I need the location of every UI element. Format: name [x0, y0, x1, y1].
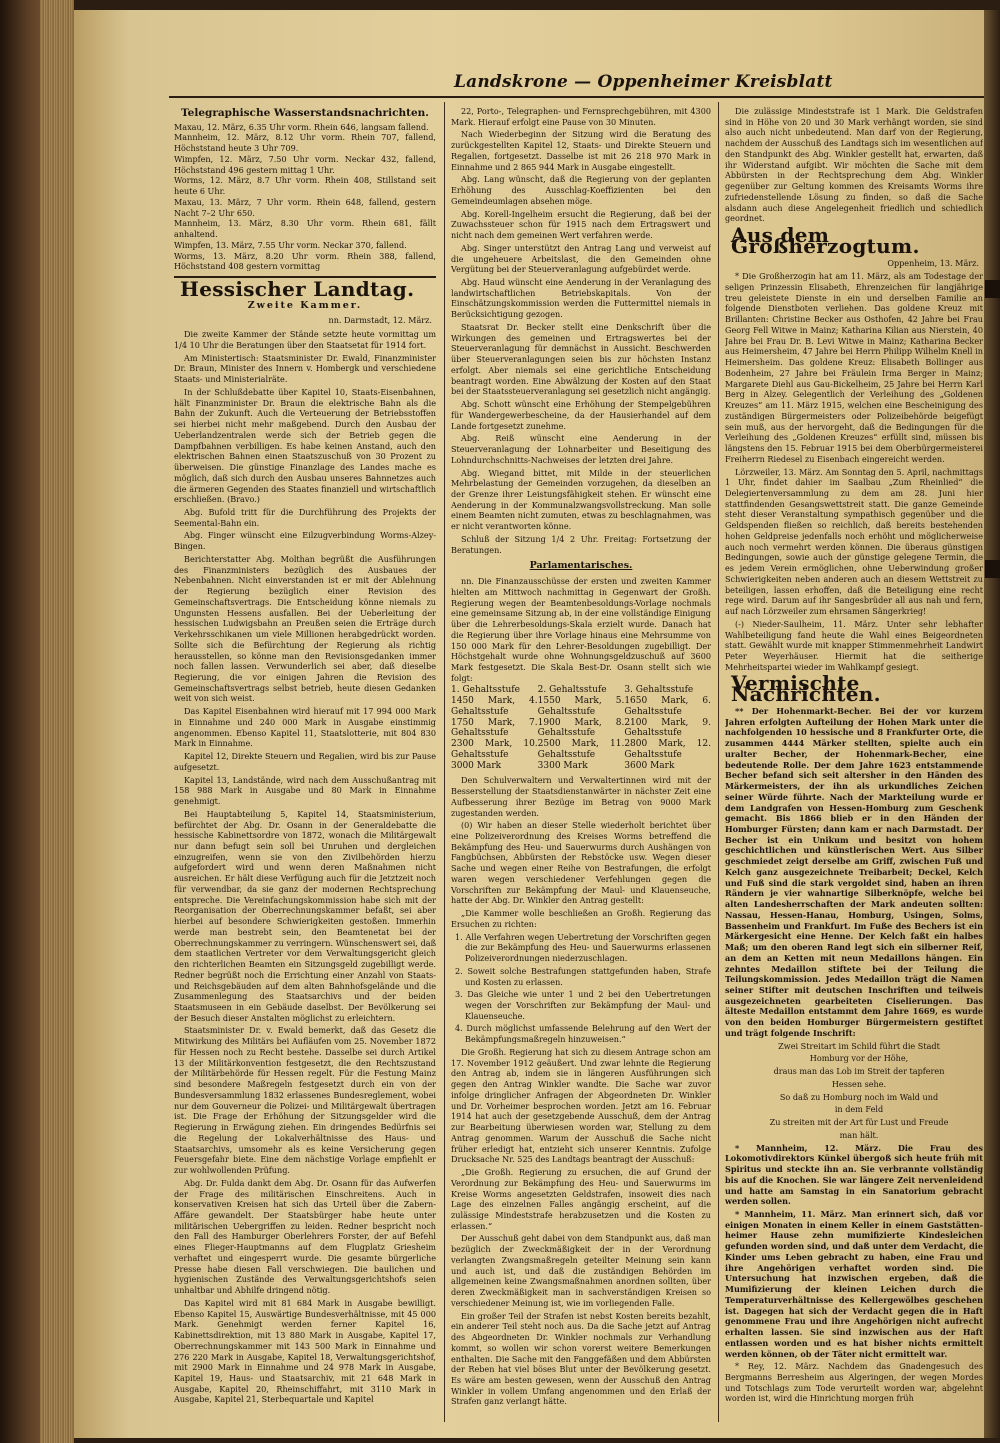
article-paragraph: Die zulässige Mindeststrafe ist 1 Mark. Die Geldstrafen sind in Höhe von 20 und 30 Mark verhängt worden, sie sind also auch nicht unbedeutend. Man darf von der Regierung, nachdem der Ausschuß des Landtags sich im wesentlichen auf den Standpunkt des Abg. Winkler gestellt hat, erwarten, daß ihr Widerstand aufgibt. Wir möchten die Sache mit dem Abbürsten in der Rechtsprechung dem Abg. Winkler gegenüber zur Geltung kommen des Kreisamts Worms ihre zufriedenstellende Lösung zu finden, so daß die Sache alsdann auch diese Angelegenheit friedlich und schiedlich geordnet.: [725, 106, 983, 224]
landtag-dateline: nn. Darmstadt, 12. März.: [328, 315, 432, 326]
article-paragraph: Lörzweiler, 13. März. Am Sonntag den 5. April, nachmittags 1 Uhr, findet dahier im Saalbau „Zum Rheinlied“ die Delegiertenversammlung zu dem am 28. Juni hier stattfindenden Gesangswettstreit statt. Die ganze Gemeinde steht dieser Veranstaltung sympathisch gegenüber und die Geldspenden fließen so reichlich, daß bereits bestehenden hohen Geldpreise jedenfalls noch erhöht und möglicherweise auch noch vermehrt werden können. Die überaus günstigen Bedingungen, sowie auch der günstige gelegene Termin, die es jedem Verein ermöglichen, ohne Ueberwindung großer Schwierigkeiten neben anderen auch an diesem Wettstreit zu beteiligen, lassen erhoffen, daß die Beteiligung eine recht rege wird. Darum auf ihr Sangesbrüder all aus nah und fern, auf nach Lörzweiler zum ehrsamen Sängerkrieg!: [725, 466, 983, 617]
article-paragraph: Den Schulverwaltern und Verwaltertinnen wird mit der Besserstellung der Staatsdienstanwärter in nächster Zeit eine Aufbesserung ihrer Bezüge im Betrag von 9000 Mark zugestanden werden.: [451, 775, 711, 818]
parlamentarisches-title: Parlamentarisches.: [529, 560, 633, 572]
salary-cell: 2500 Mark, 11. Gehaltsstufe: [537, 739, 625, 760]
article-paragraph: Abg. Reiß wünscht eine Aenderung in der Steuerveranlagung der Lohnarbeiter und Beseitigung des Lohndurchschnitts-Nachweises der letzten drei Jahre.: [451, 433, 711, 465]
article-paragraph: Ein großer Teil der Strafen ist nebst Kosten bereits bezahlt, ein anderer Teil steht noch aus. Da die Sache jetzt auf Antrag des Abgeordneten Dr. Winkler nochmals zur Verhandlung kommt, so wollen wir schon vorerst weitere Bemerkungen enthalten. Die Sache mit den Fanggefäßen und dem Abbürsten der Reben hat viel böses Blut unter der Bevölkerung gesetzt. Es wäre am besten gewesen, wenn der Ausschuß den Antrag Winkler in vollem Umfang angenommen und den Erlaß der Strafen ganz verlangt hätte.: [451, 1310, 711, 1407]
salary-cell: 1550 Mark, 5. Gehaltsstufe: [537, 696, 625, 717]
article-paragraph: * Mannheim, 11. März. Man erinnert sich, daß vor einigen Monaten in einem Keller in einem Gaststätten-heimer Hause zehn mumifizierte Kindesleichen gefunden worden sind, und daß unter dem Verdacht, die Kinder ums Leben gebracht zu haben, eine Frau und ihre Angehörigen verhaftet worden sind. Die Untersuchung hat inzwischen ergeben, daß die Mumifizierung der kleinen Leichen durch die Temperaturverhältnisse des Kellergewölbes geschehen ist. Dagegen hat sich der Verdacht gegen die in Haft genommene Frau und ihre Angehörigen nicht aufrecht erhalten lassen. Sie sind inzwischen aus der Haft entlassen worden und es hat bisher nichts ermittelt werden können, ob der Täter nicht ermittelt war.: [725, 1208, 983, 1359]
facing-page-mark: [985, 560, 1000, 578]
article-paragraph: Staatsrat Dr. Becker stellt eine Denkschrift über die Wirkungen des gemeinen und Ertragswertes bei der Steuerveranlagung für demnächst in Aussicht. Beschwerden über Steuerveranlagungen seien bis zur höchsten Instanz erfolgt. Aber niemals sei eine gerichtliche Entscheidung beantragt worden. Eine Abwälzung der Kosten auf den Staat bei der Staatssteuerveranlagung sei gesetzlich nicht angängig.: [451, 321, 711, 397]
article-paragraph: Abg. Schott wünscht eine Erhöhung der Stempelgebühren für Wandergewerbescheine, da der Hausierhandel auf dem Lande fortgesetzt zunehme.: [451, 399, 711, 431]
article-paragraph: Das Kapitel wird mit 81 684 Mark in Ausgabe bewilligt. Ebenso Kapitel 15, Auswärtige Bundesverhältnisse, mit 45 000 Mark. Genehmigt werden ferner Kapitel 16, Kabinettsdirektion, mit 13 880 Mark in Ausgabe, Kapitel 17, Oberrechnungskammer mit 143 500 Mark in Einnahme und 276 220 Mark in Ausgabe, Kapitel 18, Verwaltungsgerichtshof, mit 2900 Mark in Einnahme und 24 978 Mark in Ausgabe, Kapitel 19, Haus- und Staatsarchiv, mit 21 648 Mark in Ausgabe, Kapitel 20, Rheinschiffahrt, mit 3110 Mark in Ausgabe, Kapitel 21, Sterbequartale und Kapitel: [174, 1297, 436, 1405]
article-paragraph: Bei Hauptabteilung 5, Kapitel 14, Staatsministerium, befürchtet der Abg. Dr. Osann in der Generaldebatte die hessische Kabinettsordre von 1872, wonach die Militärgewalt nur dann befugt sein soll bei Unruhen und dergleichen einzugreifen, wenn sie von den Zivilbehörden hierzu aufgefordert wird und wenn deren Maßnahmen nicht ausreichen. Er hält diese Verfügung auch für die Jetztzeit noch für verwendbar, da sie ganz der modernen Rechtsprechung entspreche. Die Vereinfachungskommission habe sich mit der Reorganisation der Oberrechnungskammer befaßt, sei aber hierbei auf besondere Schwierigkeiten gestoßen. Immerhin werde man bestrebt sein, den Beamtenetat bei der Oberrechnungskammer zu verringern. Wünschenswert sei, daß dem staatlichen Vertreter vor dem Verwaltungsgericht gleich den richterlichen Beamten ein Sitzungsgeld zugebilligt werde. Redner begrüßt noch die Errichtung einer Anzahl von Staats- und Reichsgebäuden auf dem alten Bahnhofsgelände und die Zusammenlegung des Staatsarchivs und der beiden Staatsmuseen in ein Gebäude daselbst. Der Bevölkerung sei der Besuch dieser Anstalten möglichst zu erleichtern.: [174, 808, 436, 1023]
salary-cell: 2300 Mark, 10. Gehaltsstufe: [451, 739, 538, 760]
water-report: Maxau, 12. März, 6.35 Uhr vorm. Rhein 646, langsam fallend.: [174, 121, 429, 132]
salary-cell: 3300 Mark: [537, 760, 588, 771]
salary-cell: 2100 Mark, 9. Gehaltsstufe: [624, 717, 711, 739]
water-report: Mannheim, 12. März, 8.12 Uhr vorm. Rhein 707, fallend, Höchststand heute 3 Uhr 709.: [174, 132, 436, 154]
article-paragraph: 22, Porto-, Telegraphen- und Fernsprechgebühren, mit 4300 Mark. Hierauf erfolgt eine Pause von 30 Minuten.: [451, 106, 711, 127]
landtag-headline: Hessischer Landtag.: [180, 277, 415, 302]
article-paragraph: Nach Wiederbeginn der Sitzung wird die Beratung des zurückgestellten Kapitel 12, Staats- und Direkte Steuern und Regalien, fortgesetzt. Dasselbe ist mit 26 218 970 Mark in Einnahme und 2 865 944 Mark in Ausgabe eingestellt.: [451, 129, 711, 172]
column-1: [174, 106, 436, 1407]
article-paragraph: Die zweite Kammer der Stände setzte heute vormittag um 1/4 10 Uhr die Beratungen über den Staatsetat für 1914 fort.: [174, 329, 436, 350]
water-report: Worms, 12. März, 8.7 Uhr vorm. Rhein 408, Stillstand seit heute 6 Uhr.: [174, 175, 436, 197]
article-paragraph: Abg. Wiegand bittet, mit Milde in der steuerlichen Mehrbelastung der Gemeinden vorzugehen, da dieselben an der Grenze ihrer Leistungsfähigkeit stehen. Er wünscht eine Aenderung in der Kommunalzwangsvollstreckung. Man solle einem Beamten nicht zumuten, etwas zu beschlagnahmen, was er nicht verantworten könne.: [451, 467, 711, 532]
salary-cell: 1650 Mark, 6. Gehaltsstufe: [624, 696, 711, 717]
salary-cell: 1750 Mark, 7. Gehaltsstufe: [451, 717, 538, 739]
article-paragraph: „Die Großh. Regierung zu ersuchen, die auf Grund der Verordnung zur Bekämpfung des Heu- und Sauerwurms im Kreise Worms angesetzten Geldstrafen, insoweit dies nach Lage des einzelnen Falles angängig erscheint, auf die zulässige Mindeststrafe herabzusetzen und die Kosten zu erlassen.“: [451, 1167, 711, 1231]
water-report: Worms, 13. März, 8.20 Uhr vorm. Rhein 388, fallend, Höchststand 408 gestern vormittag: [174, 250, 436, 272]
article-paragraph: (0) Wir haben an dieser Stelle wiederholt berichtet über eine Polizeiverordnung des Kreises Worms betreffend die Bekämpfung des Heu- und Sauerwurms durch Aushängen von Fangbüchsen, Abbürsten der Rebstöcke usw. Wegen dieser Sache und wegen einer Reihe von Bestrafungen, die erfolgt waren wegen verschiedener Verfehlungen gegen die Vorschriften zur Bekämpfung der Maul- und Klauenseuche, hatte der Abg. Dr. Winkler den Antrag gestellt:: [451, 820, 711, 906]
book-binding: [0, 0, 40, 1443]
facing-page-edge: [984, 10, 1000, 1438]
water-report: Mannheim, 13. März, 8.30 Uhr vorm. Rhein 681, fällt anhaltend.: [174, 218, 436, 240]
masthead: Landskrone — Oppenheimer Kreisblatt: [454, 72, 833, 92]
motion-intro: „Die Kammer wolle beschließen an Großh. Regierung das Ersuchen zu richten:: [451, 908, 711, 929]
salary-cell: 3600 Mark: [624, 760, 675, 771]
verse-line: So daß zu Homburg noch im Wald und: [779, 1091, 939, 1102]
article-paragraph: Kapitel 13, Landstände, wird nach dem Ausschußantrag mit 158 988 Mark in Ausgabe und 80 Mark in Einnahme genehmigt.: [174, 774, 436, 807]
article-paragraph: Die Großh. Regierung hat sich zu diesem Antrage schon am 17. November 1912 geäußert. Und zwar lehnte die Regierung den Antrag ab, indem sie in längeren Ausführungen sich gegen den Antrag Winkler wandte. Die Sache war zuvor infolge dringlicher Anfragen der Abgeordneten Dr. Winkler und Dr. Vorheimer besprochen worden. Jetzt am 16. Februar 1914 hat auch der gesetzgebende Ausschuß, dem der Antrag zur Bearbeitung überwiesen worden war, Stellung zu dem Antrag genommen. Warum der Ausschuß die Sache nicht früher erledigt hat, entzieht sich unserer Kenntnis. Zufolge Drucksache Nr. 525 des Landtags beantragt der Ausschuß:: [451, 1046, 711, 1165]
page-edges: [40, 0, 74, 1443]
masthead-rule: [169, 96, 985, 98]
article-paragraph: (-) Nieder-Saulheim, 11. März. Unter sehr lebhafter Wahlbeteiligung fand heute die Wahl eines Beigeordneten statt. Gewählt wurde mit knapper Stimmenmehrheit Landwirt Peter Weyerhäuser. Hiermit hat die seitherige Mehrheitspartei wieder im Wahlkampf gesiegt.: [725, 618, 983, 672]
motion-item: 3. Das Gleiche wie unter 1 und 2 bei den Uebertretungen wegen der Vorschriften zur Bekämpfung der Maul- und Klauenseuche.: [455, 989, 711, 1021]
verse-line: Zu streiten mit der Art für Lust und Freude: [769, 1117, 949, 1128]
article-paragraph: * Rey, 12. März. Nachdem das Gnadengesuch des Bergmanns Berresheim aus Algeringen, der wegen Mordes und Totschlags zum Tode verurteilt worden war, abgelehnt worden ist, wird die Hinrichtung morgen früh: [725, 1361, 983, 1404]
salary-cell: 3000 Mark: [451, 760, 502, 771]
motion-item: 4. Durch möglichst umfassende Belehrung auf den Wert der Bekämpfungsmaßregeln hinzuweisen.“: [455, 1023, 711, 1045]
article-paragraph: Abg. Bufold tritt für die Durchführung des Projekts der Seemental-Bahn ein.: [174, 506, 436, 528]
verse-line: man hält.: [839, 1129, 879, 1140]
article-paragraph: Der Ausschuß geht dabei von dem Standpunkt aus, daß man bezüglich der Zweckmäßigkeit der in der Verordnung verlangten Zwangsmaßregeln geteilter Meinung sein kann und auch ist, und daß die zuständigen Behörden im allgemeinen keine Zwangsmaßnahmen anordnen sollten, über deren Zweckmäßigkeit man in sachverständigen Kreisen so verschiedener Meinung ist, wie im vorliegenden Falle.: [451, 1233, 711, 1308]
salary-cell: 2. Gehaltsstufe: [537, 685, 607, 696]
water-report: Wimpfen, 13. März, 7.55 Uhr vorm. Neckar 370, fallend.: [174, 239, 407, 250]
article-paragraph: Abg. Dr. Fulda dankt dem Abg. Dr. Osann für das Aufwerfen der Frage des militärischen Einschreitens. Auch in konservativen Kreisen hat sich das Urteil über die Zabern-Affäre gewandelt. Der Staatsbürger habe heute unter militärischen Uebergriffen zu leiden. Redner bespricht noch den Fall des Hamburger Oberlehrers Forster, der auf Befehl eines Flieger-Hauptmanns auf dem Flugplatz Griesheim verhaftet und eingesperrt wurde. Die gesamte bürgerliche Presse habe diesen Fall verschwiegen. Die baulichen und hygienischen Zustände des Verwaltungsgerichtshofs seien unhaltbar und Abhilfe dringend nötig.: [174, 1177, 436, 1296]
grossherzogtum-dateline: Oppenheim, 13. März.: [887, 257, 979, 268]
article-paragraph: Abg. Lang wünscht, daß die Regierung von der geplanten Erhöhung des Ausschlag-Koeffizienten bei den Gemeindeumlagen absehen möge.: [451, 174, 711, 206]
article-paragraph: nn. Die Finanzausschüsse der ersten und zweiten Kammer hielten am Mittwoch nachmittag in Gegenwart der Großh. Regierung wegen der Beamtenbesoldungs-Vorlage nochmals eine gemeinsame Sitzung ab, in der eine vollständige Einigung über die Lehrerbesoldungs-Skala erzielt wurde. Danach hat die Regierung über ihre Vorlage hinaus eine Mehrsumme von 150 000 Mark für den Lehrer-Besoldungen zugebilligt. Der Höchstgehalt wurde ohne Wohnungsgeldzuschuß auf 3600 Mark festgesetzt. Die Skala Best-Dr. Osann stellt sich wie folgt:: [451, 576, 711, 683]
salary-cell: 1. Gehaltsstufe: [451, 685, 520, 696]
water-report: Maxau, 13. März, 7 Uhr vorm. Rhein 648, fallend, gestern Nacht 7–2 Uhr 650.: [174, 196, 436, 218]
article-paragraph: Abg. Singer unterstützt den Antrag Lang und verweist auf die ungeheuere Arbeitslast, die den Gemeinden ohne Vergütung bei der Steuerveranlagung aufgebürdet werde.: [451, 242, 711, 275]
water-levels-title: Telegraphische Wasserstandsnachrichten.: [181, 107, 429, 119]
verse-line: Zwei Streitart im Schild führt die Stadt: [778, 1040, 940, 1051]
motion-item: 1. Alle Verfahren wegen Uebertretung der Vorschriften gegen die zur Bekämpfung des Heu- und Sauerwurms erlassenen Polizeiverordnungen niederzuschlagen.: [455, 931, 711, 964]
column-3: [725, 106, 983, 1406]
article-paragraph: * Mannheim, 12. März. Die Frau des Lokomotivdirektors Künkel übergoß sich heute früh mit Spiritus und steckte ihn an. Sie verbrannte vollständig bis auf die Knochen. Sie war längere Zeit nervenleidend und hatte am Samstag in ein Sanatorium gebracht werden sollen.: [725, 1142, 983, 1207]
verse-line: draus man das Lob im Streit der tapferen: [773, 1066, 945, 1077]
verse-line: Hessen sehe.: [831, 1078, 887, 1089]
salary-cell: 1450 Mark, 4. Gehaltsstufe: [451, 696, 538, 717]
salary-cell: 3. Gehaltsstufe: [624, 685, 694, 696]
salary-scale: [451, 685, 711, 771]
salary-cell: 1900 Mark, 8. Gehaltsstufe: [537, 717, 625, 739]
article-paragraph: Abg. Korell-Ingelheim ersucht die Regierung, daß bei der Zuwachssteuer schon für 1915 nach dem Ertragswert und nicht nach dem gemeinen Wert verfahren werde.: [451, 208, 711, 241]
landtag-subtitle: Zweite Kammer.: [247, 299, 363, 311]
article-paragraph: Abg. Finger wünscht eine Eilzugverbindung Worms-Alzey-Bingen.: [174, 530, 436, 552]
article-paragraph: Abg. Haud wünscht eine Aenderung in der Veranlagung des landwirtschaftlichen Betriebskapitals. Von der Einschätzungskommission werden die Futtermittel niemals in Berücksichtigung gezogen.: [451, 277, 711, 320]
article-paragraph: Das Kapitel Eisenbahnen wird hierauf mit 17 994 000 Mark in Einnahme und 240 000 Mark in Ausgabe einstimmig angenommen. Ebenso Kapitel 11, Staatslotterie, mit 804 830 Mark in Einnahme.: [174, 706, 436, 749]
facing-page-mark: [985, 280, 1000, 298]
article-paragraph: Berichterstatter Abg. Molthan begrüßt die Ausführungen des Finanzministers bezüglich des Ausbaues der Nebenbahnen. Nicht einverstanden ist er mit der Ablehnung der Regierung bezüglich einer Revision des Gemeinschaftsvertrags. Die Entscheidung könne niemals zu Ungunsten Hessens ausfallen. Bei der Ueberleitung der hessischen Ludwigsbahn an Preußen seien die Erträge durch Verkehrsschikanen um viele Millionen herabgedrückt worden. Sollte sich die Befürchtung der Regierung als richtig herausstellen, so könne man den Revisionsgedanken immer noch fallen lassen. Verwunderlich sei aber, daß dieselbe Regierung, die vor einigen Jahren die Revision des Gemeinschaftsvertrags selbst betrieb, heute diesen Gedanken weit von sich weist.: [174, 553, 436, 704]
article-paragraph: Kapitel 12, Direkte Steuern und Regalien, wird bis zur Pause aufgesetzt.: [174, 751, 436, 772]
verse-line: Homburg vor der Höhe,: [809, 1053, 909, 1064]
column-2: [451, 106, 711, 1409]
article-paragraph: Am Ministertisch: Staatsminister Dr. Ewald, Finanzminister Dr. Braun, Minister des Innern v. Hombergk und verschiedene Staats- und Ministerialräte.: [174, 352, 436, 385]
motion-item: 2. Soweit solche Bestrafungen stattgefunden haben, Strafe und Kosten zu erlassen.: [455, 965, 711, 987]
vermischte-headline: Vermischte Nachrichten.: [731, 671, 881, 707]
newspaper-page: [74, 10, 994, 1438]
verse-line: in dem Feld: [834, 1104, 884, 1115]
article-paragraph: Staatsminister Dr. v. Ewald bemerkt, daß das Gesetz die Mitwirkung des Militärs bei Aufläufen vom 25. November 1872 für Hessen noch zu Recht bestehe. Dasselbe sei durch Artikel 13 der Militärkonvention festgesetzt, die den Rechtszustand der Militärbehörde für Hessen regelt. Für die Festung Mainz sind besondere Maßregeln festgesetzt durch ein von der Bundesversammlung 1832 erlassenes Bundesreglement, wobei nur dem Gouverneur die Polizei- und Militärgewalt übertragen ist. Die Frage der Erhöhung der Sitzungsgelder wird die Regierung in Erwägung ziehen. Ein dringendes Bedürfnis sei die Regelung der Lokalverhältnisse des Haus- und Staatsarchivs, umsomehr als es keine Versicherung gegen Feuersgefahr biete. Eine dem nächstige Vorlage empfiehlt er zur wohlwollenden Prüfung.: [174, 1025, 436, 1176]
article-paragraph: In der Schlußdebatte über Kapitel 10, Staats-Eisenbahnen, hält Finanzminister Dr. Braun die elektrische Bahn als die Bahn der Zukunft. Auch die Verteuerung der Betriebsstoffen sei hierbei nicht mehr maßgebend. Durch den Ausbau der Ueberlandzentralen werde sich der Betrieb gegen die Dampfbahnen verbilligen. Es habe keinen Anstand, auch den elektrischen Bahnen einen Staatszuschuß von 30 Prozent zu überweisen. Die günstige Finanzlage des Landes mache es möglich, daß sich durch den Ausbau unseres Bahnnetzes auch die ärmeren Gegenden des Staates finanziell und wirtschaftlich erschließen. (Bravo.): [174, 386, 436, 505]
water-levels-box: [174, 108, 436, 278]
article-paragraph: ** Der Hohenmarkt-Becher. Bei der vor kurzem Jahren erfolgten Aufteilung der Hohen Mark unter die nachfolgenden 10 hessische und 8 Frankfurter Orte, die zusammen 4444 Märker stellten, spielte auch ein uralter Becher, der Hohenmark-Becher, eine bedeutende Rolle. Der dem Jahre 1623 entstammende Becher befand sich seit altersher in den Händen des Märkermeisters, der ihn als urkundliches Zeichen seiner Würde führte. Nach der Markteilung wurde er dem Landgrafen von Hessen-Homburg zum Geschenk gemacht. Bis 1866 blieb er in den Händen der Homburger Fürsten; dann kam er nach Darmstadt. Der Becher ist ein Unikum und besitzt von hohem geschichtlichen und künstlerischen Wert. Aus Silber geschmiedet zeigt derselbe am Griff, zwischen Fuß und Kelch ganz ausgezeichnete Treibarbeit; Deckel, Kelch und Fuß sind die stark vergoldet sind, haben an ihren Rändern je vier wahnartige Silberknöpfe, welche bei alten Landesherrschaften der Mark andeuten sollten: Nassau, Hessen-Hanau, Homburg, Usingen, Solms, Bassenheim und Frankfurt. Im Fuße des Bechers ist ein Märkergesicht eine Henne. Der Kelch faßt ein halbes Maß; um den oberen Rand legt sich ein silberner Reif, an dem an Ketten mit neun Medaillons hängen. Ein zehntes Medaillon stiftete bei der Teilung die Teilungskommission. Jedes Medaillon trägt die Namen seiner Stifter mit deutschen Inschriften und teilweis ausgezeichneten gearbeiteten Ciselierungen. Das älteste Medaillon entstammt dem Jahre 1669, es wurde von den beiden Homburger Bürgermeistern gestiftet und trägt folgende Inschrift:: [725, 705, 983, 1038]
column-divider: [718, 102, 719, 1422]
column-divider: [444, 102, 445, 1422]
salary-cell: 2800 Mark, 12. Gehaltsstufe: [624, 739, 711, 760]
grossherzogtum-headline: Aus dem Großherzogtum.: [731, 223, 920, 258]
water-report: Wimpfen, 12. März, 7.50 Uhr vorm. Neckar 432, fallend, Höchststand 496 gestern mittag 1 Uhr.: [174, 153, 436, 175]
article-paragraph: * Die Großherzogin hat am 11. März, als am Todestage der seligen Prinzessin Elisabeth, Ehrenzeichen für langjährige treu geleistete Dienste in ein und derselben Familie an folgende Dienstboten verliehen. Das goldene Kreuz mit Brillanten: Christine Becker aus Osthofen, 42 Jahre bei Frau Georg Fell Witwe in Mainz; Katharina Kilian aus Nierstein, 40 Jahre bei Frau Dr. B. Levi Witwe in Mainz; Katharina Becker aus Heimersheim, 47 Jahre bei Herrn Philipp Wilhelm Knell in Heimersheim. Das goldene Kreuz: Elisabeth Bollinger aus Bodenheim, 27 Jahre bei Fräulein Irma Berger in Mainz; Margarete Diehl aus Gau-Bickelheim, 25 Jahre bei Herrn Karl Berg in Alzey. Gelegentlich der Verleihung des „Goldenen Kreuzes“ am 11. März 1915, welchen eine Bescheinigung des zuständigen Bürgermeisters oder Polizeibehörde beigefügt sein muß, aus der hervorgeht, daß die Bedingungen für die Verleihung des „Goldenen Kreuzes“ erfüllt sind, müssen bis längstens den 15. Februar 1915 bei dem Oberbürgermeisterei Freiherrn Riedesel zu Eisenbach eingereicht werden.: [725, 271, 983, 464]
article-paragraph: Schluß der Sitzung 1/4 2 Uhr. Freitag: Fortsetzung der Beratungen.: [451, 533, 711, 555]
